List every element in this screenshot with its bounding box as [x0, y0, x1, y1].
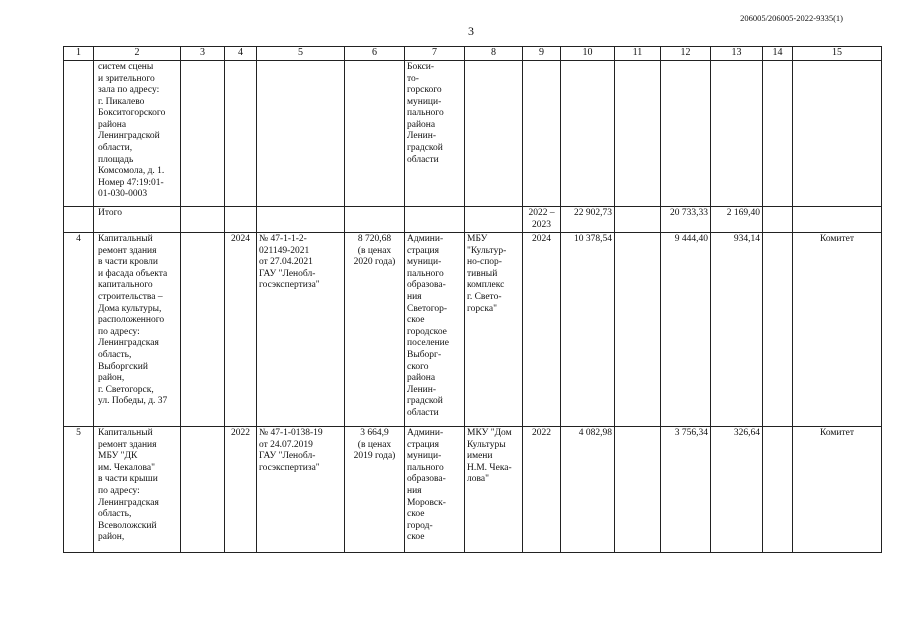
document-number: 206005/206005-2022-9335(1) [740, 13, 843, 23]
column-number-row [64, 47, 882, 61]
regional-budget: 3 756,34 [661, 427, 711, 553]
customer: Админи- страция муници- пального образова- ния Моровск- ское город- ское [405, 427, 465, 553]
total-financing: 10 378,54 [561, 233, 615, 427]
cell-col3 [181, 427, 225, 553]
column-header: 12 [661, 47, 711, 61]
federal-budget [615, 427, 661, 553]
customer: Админи- страция муници- пального образова- ния Светогор- ское городское поселение Выборг- ского района Ленин- градской области [405, 233, 465, 427]
total-regional-budget: 20 733,33 [661, 207, 711, 233]
expertise-details: № 47-1-0138-19 от 24.07.2019 ГАУ "Ленобл- госэкспертиза" [257, 427, 345, 553]
estimated-cost: 3 664,9 (в ценах 2019 года) [345, 427, 405, 553]
cell-col14 [763, 233, 793, 427]
object-name-continued: систем сцены и зрительного зала по адресу: г. Пикалево Бокситогорского района Ленинградской области, площадь Комсомола, д. 1. Номер 47:19:01- 01-030-0003 [94, 61, 181, 207]
local-budget: 326,64 [711, 427, 763, 553]
total-local-budget: 2 169,40 [711, 207, 763, 233]
total-row [64, 207, 882, 233]
total-amount: 22 902,73 [561, 207, 615, 233]
work-year: 2024 [225, 233, 257, 427]
column-header: 9 [523, 47, 561, 61]
financing-year: 2024 [523, 233, 561, 427]
column-header: 1 [64, 47, 94, 61]
column-header: 7 [405, 47, 465, 61]
column-header: 4 [225, 47, 257, 61]
work-year: 2022 [225, 427, 257, 553]
financing-year: 2022 [523, 427, 561, 553]
program-table [63, 46, 882, 553]
page-number: 3 [468, 24, 474, 38]
object-name: Капитальный ремонт здания МБУ "ДК им. Чекалова" в части крыши по адресу: Ленинградская область, Всеволожский район, [94, 427, 181, 553]
responsible-body: Комитет [793, 233, 882, 427]
responsible-body: Комитет [793, 427, 882, 553]
column-header: 14 [763, 47, 793, 61]
column-header: 5 [257, 47, 345, 61]
regional-budget: 9 444,40 [661, 233, 711, 427]
total-label: Итого [94, 207, 181, 233]
cell-col14 [763, 427, 793, 553]
recipient: МКУ "Дом Культуры имени Н.М. Чека- лова" [465, 427, 523, 553]
table-row [64, 233, 882, 427]
recipient: МБУ "Культур- но-спор- тивный комплекс г. Свето- горска" [465, 233, 523, 427]
column-header: 8 [465, 47, 523, 61]
row-number: 4 [64, 233, 94, 427]
estimated-cost: 8 720,68 (в ценах 2020 года) [345, 233, 405, 427]
cell-col3 [181, 233, 225, 427]
object-name: Капитальный ремонт здания в части кровли и фасада объекта капитального строительства – Дома культуры, расположенного по адресу: Ленинградская область, Выборгский район, г. Светогорск, ул. Победы, д. 37 [94, 233, 181, 427]
expertise-details: № 47-1-1-2- 021149-2021 от 27.04.2021 ГАУ "Ленобл- госэкспертиза" [257, 233, 345, 427]
column-header: 13 [711, 47, 763, 61]
column-header: 15 [793, 47, 882, 61]
total-financing: 4 082,98 [561, 427, 615, 553]
column-header: 2 [94, 47, 181, 61]
customer-continued: Бокси- то- горского муници- пального района Ленин- градской области [405, 61, 465, 207]
continuation-row [64, 61, 882, 207]
column-header: 10 [561, 47, 615, 61]
column-header: 3 [181, 47, 225, 61]
row-number: 5 [64, 427, 94, 553]
column-header: 6 [345, 47, 405, 61]
column-header: 11 [615, 47, 661, 61]
table-row [64, 427, 882, 553]
local-budget: 934,14 [711, 233, 763, 427]
total-years: 2022 – 2023 [523, 207, 561, 233]
federal-budget [615, 233, 661, 427]
